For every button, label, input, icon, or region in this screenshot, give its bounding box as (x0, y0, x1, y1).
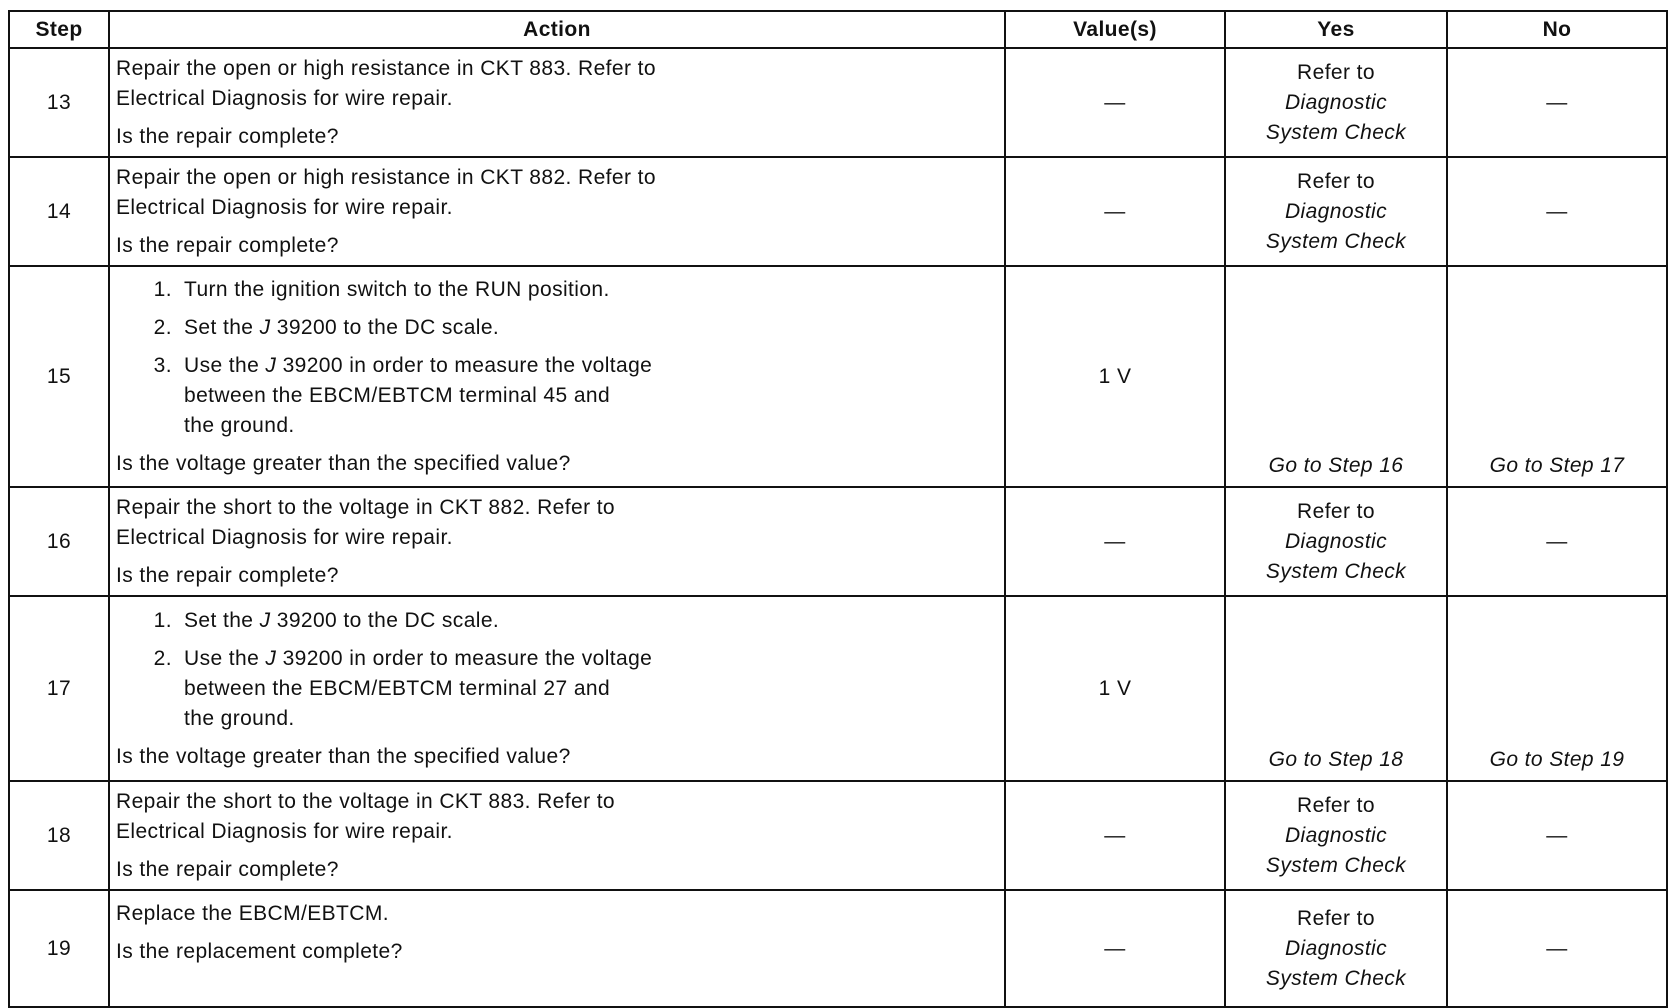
action-text: Repair the open or high resistance in CKT 883. Refer to (116, 56, 656, 80)
action-cell (109, 487, 1005, 596)
diagnostic-link: Diagnostic (1284, 823, 1388, 847)
action-steps-list (116, 275, 994, 441)
yes-cell (1225, 890, 1447, 1007)
action-text: Replace the EBCM/EBTCM. (116, 902, 389, 925)
action-cell (109, 157, 1005, 266)
list-number: 3. (153, 353, 172, 377)
refer-text: Refer to (1297, 60, 1375, 84)
system-check-link: System Check (1265, 229, 1407, 253)
list-text: Set the (184, 315, 260, 339)
refer-text: Refer to (1297, 906, 1375, 930)
no-cell: — (1447, 487, 1667, 596)
action-question: Is the voltage greater than the specified value? (116, 744, 571, 768)
action-text: Electrical Diagnosis for wire repair. (116, 86, 453, 110)
list-text: Set the (184, 608, 260, 632)
diagnostic-link: Diagnostic (1284, 936, 1388, 960)
header-step: Step (9, 11, 109, 48)
yes-cell (1225, 487, 1447, 596)
action-cell (109, 266, 1005, 487)
diagnostic-link: Diagnostic (1284, 529, 1388, 553)
action-cell (109, 596, 1005, 781)
action-text: Repair the short to the voltage in CKT 882. Refer to (116, 495, 616, 519)
list-number: 2. (153, 646, 172, 670)
table-header-row (9, 11, 1667, 48)
step-number: 17 (9, 596, 109, 781)
table-row (9, 266, 1667, 487)
action-cell (109, 781, 1005, 890)
yes-cell (1225, 48, 1447, 157)
list-text: the ground. (184, 413, 295, 437)
value-cell: 1 V (1005, 266, 1225, 487)
no-cell: — (1447, 157, 1667, 266)
header-no: No (1447, 11, 1667, 48)
list-text: 39200 to the DC scale. (270, 315, 500, 339)
list-item (116, 313, 994, 343)
tool-name: J (265, 646, 277, 670)
tool-name: J (265, 353, 277, 377)
action-cell (109, 48, 1005, 157)
list-text: 39200 in order to measure the voltage (276, 646, 653, 670)
value-cell: 1 V (1005, 596, 1225, 781)
action-question: Is the repair complete? (116, 124, 339, 148)
value-cell: — (1005, 487, 1225, 596)
yes-goto: Go to Step 16 (1225, 266, 1447, 487)
action-text: Electrical Diagnosis for wire repair. (116, 195, 453, 219)
action-question: Is the repair complete? (116, 233, 339, 257)
diagnostic-table-page (8, 10, 1625, 990)
table-row (9, 48, 1667, 157)
step-number: 19 (9, 890, 109, 1007)
list-number: 1. (153, 277, 172, 301)
list-number: 2. (153, 315, 172, 339)
header-action: Action (109, 11, 1005, 48)
action-question: Is the repair complete? (116, 857, 339, 881)
system-check-link: System Check (1265, 559, 1407, 583)
list-text: 39200 to the DC scale. (270, 608, 500, 632)
value-cell: — (1005, 48, 1225, 157)
table-row (9, 487, 1667, 596)
action-text: Electrical Diagnosis for wire repair. (116, 525, 453, 549)
action-steps-list (116, 606, 994, 734)
list-item (116, 606, 994, 636)
refer-text: Refer to (1297, 499, 1375, 523)
list-text: between the EBCM/EBTCM terminal 27 and (184, 676, 611, 700)
no-goto: Go to Step 17 (1447, 266, 1667, 487)
list-item (116, 275, 994, 305)
action-question: Is the repair complete? (116, 563, 339, 587)
table-row (9, 596, 1667, 781)
list-text: Turn the ignition switch to the RUN position. (184, 277, 610, 301)
table-row (9, 157, 1667, 266)
header-yes: Yes (1225, 11, 1447, 48)
step-number: 18 (9, 781, 109, 890)
step-number: 16 (9, 487, 109, 596)
diagnostic-link: Diagnostic (1284, 199, 1388, 223)
system-check-link: System Check (1265, 853, 1407, 877)
list-text: Use the (184, 353, 266, 377)
action-text: Electrical Diagnosis for wire repair. (116, 819, 453, 843)
step-number: 15 (9, 266, 109, 487)
action-cell (109, 890, 1005, 1007)
action-text: Repair the open or high resistance in CKT 882. Refer to (116, 165, 656, 189)
yes-goto: Go to Step 18 (1225, 596, 1447, 781)
list-item (116, 351, 994, 441)
action-question: Is the voltage greater than the specified value? (116, 451, 571, 475)
table-row (9, 890, 1667, 1007)
table-row (9, 781, 1667, 890)
no-cell: — (1447, 890, 1667, 1007)
no-cell: — (1447, 48, 1667, 157)
yes-cell (1225, 781, 1447, 890)
list-number: 1. (153, 608, 172, 632)
list-text: between the EBCM/EBTCM terminal 45 and (184, 383, 611, 407)
yes-cell (1225, 157, 1447, 266)
list-text: 39200 in order to measure the voltage (276, 353, 653, 377)
header-values: Value(s) (1005, 11, 1225, 48)
no-goto: Go to Step 19 (1447, 596, 1667, 781)
system-check-link: System Check (1265, 966, 1407, 990)
step-number: 13 (9, 48, 109, 157)
action-text: Repair the short to the voltage in CKT 883. Refer to (116, 789, 616, 813)
value-cell: — (1005, 157, 1225, 266)
no-cell: — (1447, 781, 1667, 890)
tool-name: J (259, 608, 271, 632)
list-text: the ground. (184, 706, 295, 730)
list-item (116, 644, 994, 734)
value-cell: — (1005, 890, 1225, 1007)
step-number: 14 (9, 157, 109, 266)
value-cell: — (1005, 781, 1225, 890)
list-text: Use the (184, 646, 266, 670)
tool-name: J (259, 315, 271, 339)
diagnostic-steps-table (8, 10, 1668, 1008)
system-check-link: System Check (1265, 120, 1407, 144)
diagnostic-link: Diagnostic (1284, 90, 1388, 114)
refer-text: Refer to (1297, 793, 1375, 817)
refer-text: Refer to (1297, 169, 1375, 193)
action-question: Is the replacement complete? (116, 940, 403, 963)
